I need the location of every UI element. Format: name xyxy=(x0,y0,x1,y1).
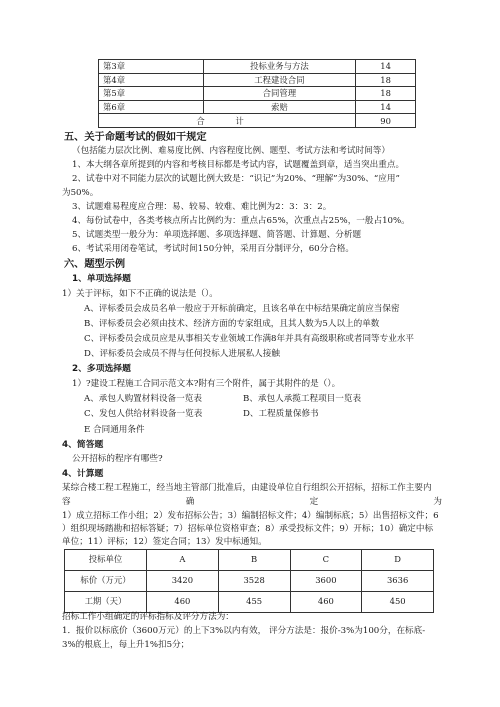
chapter-hours-table xyxy=(98,59,416,128)
scoring-rule-1-cont: 3%的根底上，每上升1%扣5分； xyxy=(62,640,190,650)
section-5-heading: 五、关于命题考试的假如干规定 xyxy=(64,132,207,143)
price-cell: 3636 xyxy=(362,571,434,592)
period-cell: 460 xyxy=(147,592,219,613)
chapter-cell: 第3章 xyxy=(99,60,204,74)
rule-2: 2、试卷中对不同能力层次的试题比例大致是：“识记”为20%、“理解”为30%、“应用” xyxy=(72,174,400,184)
chapter-cell: 第6章 xyxy=(99,100,204,114)
option-e: E 合同通用条件 xyxy=(84,425,145,435)
table-total-row xyxy=(99,114,416,128)
header-label: 投标单位 xyxy=(65,550,147,571)
option-a: A、评标委员会成员名单一般应于开标前确定，且该名单在中标结果确定前应当保密 xyxy=(84,304,400,314)
calc-word: 确 xyxy=(185,497,195,507)
rule-6: 6、考试采用闭卷笔试，考试时间150分钟，采用百分制评分，60分合格。 xyxy=(72,244,355,254)
single-choice-heading: 1、单项选择题 xyxy=(72,274,131,284)
calc-paragraph-line: 1）成立招标工作小组；2）发布招标公告；3）编制招标文件；4）编制标底；5）出售招标文件；6 xyxy=(62,511,439,521)
price-cell: 3528 xyxy=(218,571,290,592)
calc-paragraph-line: ）组织现场踏勘和招标答疑；7）招标单位资格审查；8）承受投标文件；9）开标；10）确定中标 xyxy=(62,524,434,534)
price-cell: 3600 xyxy=(290,571,362,592)
option-b: B、承包人承揽工程项目一览表 xyxy=(243,394,362,404)
chapter-title-cell: 合同管理 xyxy=(203,87,355,101)
scoring-rule-1: 1．报价以标底价（3600万元）的上下3%以内有效， 评分方法是：报价-3%为100分，在标底- xyxy=(62,626,426,636)
option-d: D、评标委员会成员不得与任何投标人进展私人接触 xyxy=(84,349,280,359)
total-value: 90 xyxy=(356,114,416,128)
chapter-title-cell: 投标业务与方法 xyxy=(203,60,355,74)
rule-3: 3、试题难易程度应合理：易、较易、较难、难比例为2：3：3：2。 xyxy=(72,202,332,212)
period-label: 工期（天） xyxy=(65,592,147,613)
period-cell: 455 xyxy=(218,592,290,613)
hours-cell: 14 xyxy=(356,60,416,74)
period-cell: 450 xyxy=(362,592,434,613)
unit-cell: A xyxy=(147,550,219,571)
chapter-title-cell: 工程建设合同 xyxy=(203,73,355,87)
calc-paragraph-line xyxy=(62,496,442,509)
section-5-note: （包括能力层次比例、难易度比例、内容程度比例、题型、考试方法和考试时间等） xyxy=(72,146,390,156)
chapter-title-cell: 索赔 xyxy=(203,100,355,114)
option-c: C、发包人供给材料设备一览表 xyxy=(84,409,203,419)
multi-choice-heading: 2、多项选择题 xyxy=(72,364,131,374)
table-row xyxy=(99,73,416,87)
total-label: 合 计 xyxy=(99,114,356,128)
rule-5: 5、试题类型一般分为：单项选择题、多项选择题、简答题、计算题、分析题 xyxy=(72,230,362,240)
unit-cell: B xyxy=(218,550,290,571)
price-cell: 3420 xyxy=(147,571,219,592)
table-row xyxy=(65,571,434,592)
rule-4: 4、每份试卷中，各类考核点所占比例约为：重点占65%，次重点占25%，一般占10%。 xyxy=(72,216,410,226)
calc-word: 定 xyxy=(309,497,319,507)
option-c: C、评标委员会成员应是从事相关专业领域工作满8年并具有高级职称或者同等专业水平 xyxy=(84,334,415,344)
hours-cell: 14 xyxy=(356,100,416,114)
short-answer-question: 公开招标的程序有哪些? xyxy=(72,454,163,464)
option-a: A、承包人购置材料设备一览表 xyxy=(84,394,202,404)
price-label: 标价（万元） xyxy=(65,571,147,592)
option-d: D、工程质量保修书 xyxy=(243,409,319,419)
calc-word: 容 xyxy=(62,497,71,507)
multi-choice-stem: 1）?建设工程施工合同示范文本?附有三个附件，属于其附件的是（）。 xyxy=(72,379,341,389)
unit-cell: D xyxy=(362,550,434,571)
calc-word: 为 xyxy=(433,497,442,507)
calc-paragraph-line: 单位；11）评标；12）签定合同；13）发中标通知。 xyxy=(62,537,267,547)
table-row xyxy=(65,550,434,571)
table-row xyxy=(99,87,416,101)
short-answer-heading: 4、简答题 xyxy=(62,440,104,450)
calculation-heading: 4、计算题 xyxy=(62,469,104,479)
scoring-intro: 招标工作小组确定的评标指标及评分方法为： xyxy=(62,612,234,622)
table-row xyxy=(65,592,434,613)
calc-paragraph-line: 某综合楼工程工程施工，经当地主管部门批准后，由建设单位自行组织公开招标，招标工作主要内 xyxy=(62,483,432,493)
table-row xyxy=(99,60,416,74)
chapter-cell: 第5章 xyxy=(99,87,204,101)
rule-1: 1、本大纲各章所提到的内容和考核目标都是考试内容，试题覆盖到章，适当突出重点。 xyxy=(72,160,405,170)
hours-cell: 18 xyxy=(356,87,416,101)
unit-cell: C xyxy=(290,550,362,571)
option-b: B、评标委员会必须由技术、经济方面的专家组成，且其人数为5人以上的单数 xyxy=(84,319,380,329)
table-row xyxy=(99,100,416,114)
single-choice-stem: 1）关于评标，如下不正确的说法是（）。 xyxy=(62,289,218,299)
rule-2-cont: 为50%。 xyxy=(62,188,99,198)
period-cell: 460 xyxy=(290,592,362,613)
hours-cell: 18 xyxy=(356,73,416,87)
section-6-heading: 六、题型示例 xyxy=(64,259,126,270)
chapter-cell: 第4章 xyxy=(99,73,204,87)
bid-data-table xyxy=(64,549,434,613)
